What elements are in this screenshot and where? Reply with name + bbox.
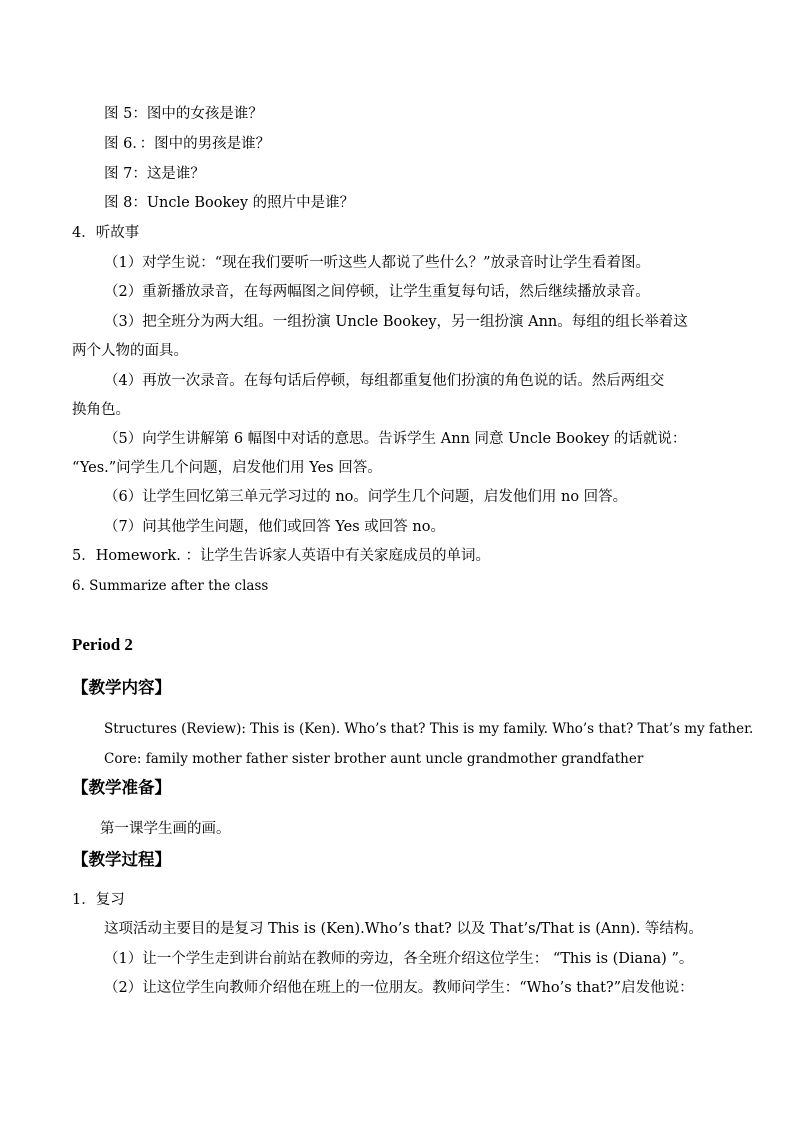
figure-7-question: 图 7：这是谁？	[104, 166, 205, 182]
teaching-preparation-heading: 【教学准备】	[72, 778, 171, 797]
story-step-3: （3）把全班分为两大组。一组扮演 Uncle Bookey，另一组扮演 Ann。每组的组长举着这	[104, 314, 688, 330]
step-4-title: 4．听故事	[72, 225, 140, 241]
review-title: 1．复习	[72, 892, 125, 908]
core-vocabulary-line: Core: family mother father sister brother aunt uncle grandmother grandfather	[104, 751, 644, 767]
story-step-7: （7）问其他学生问题，他们或回答 Yes 或回答 no。	[104, 519, 445, 535]
teaching-process-heading: 【教学过程】	[72, 850, 171, 869]
figure-8-question: 图 8：Uncle Bookey 的照片中是谁？	[104, 195, 355, 211]
structures-line: Structures (Review): This is (Ken). Who’s that? This is my family. Who’s that? That’s my father.	[104, 721, 754, 737]
period-title: Period 2	[72, 635, 133, 654]
step-5-homework: 5．Homework. ：让学生告诉家人英语中有关家庭成员的单词。	[72, 548, 491, 564]
story-step-3-continued: 两个人物的面具。	[72, 343, 188, 359]
figure-5-question: 图 5：图中的女孩是谁？	[104, 106, 263, 122]
figure-6-question: 图 6．：图中的男孩是谁？	[104, 136, 271, 152]
review-intro: 这项活动主要目的是复习 This is (Ken).Who’s that? 以及 That’s/That is (Ann). 等结构。	[104, 921, 703, 937]
story-step-5: （5）向学生讲解第 6 幅图中对话的意思。告诉学生 Ann 同意 Uncle Bookey 的话就说：	[104, 431, 687, 447]
story-step-4: （4）再放一次录音。在每句话后停顿，每组都重复他们扮演的角色说的话。然后两组交	[104, 373, 665, 389]
story-step-6: （6）让学生回忆第三单元学习过的 no。问学生几个问题，启发他们用 no 回答。	[104, 489, 628, 505]
story-step-5-continued: “Yes.”问学生几个问题，启发他们用 Yes 回答。	[72, 460, 382, 476]
review-step-1: （1）让一个学生走到讲台前站在教师的旁边，各全班介绍这位学生： “This is (Diana) ”。	[104, 951, 694, 967]
review-step-2: （2）让这位学生向教师介绍他在班上的一位朋友。教师问学生：“Who’s that?”启发他说：	[104, 980, 694, 996]
step-6-summarize: 6. Summarize after the class	[72, 578, 269, 594]
preparation-text: 第一课学生画的画。	[100, 821, 231, 837]
story-step-4-continued: 换角色。	[72, 402, 130, 418]
teaching-content-heading: 【教学内容】	[72, 678, 171, 697]
story-step-2: （2）重新播放录音，在每两幅图之间停顿，让学生重复每句话，然后继续播放录音。	[104, 284, 650, 300]
story-step-1: （1）对学生说：“现在我们要听一听这些人都说了些什么？”放录音时让学生看着图。	[104, 255, 651, 271]
